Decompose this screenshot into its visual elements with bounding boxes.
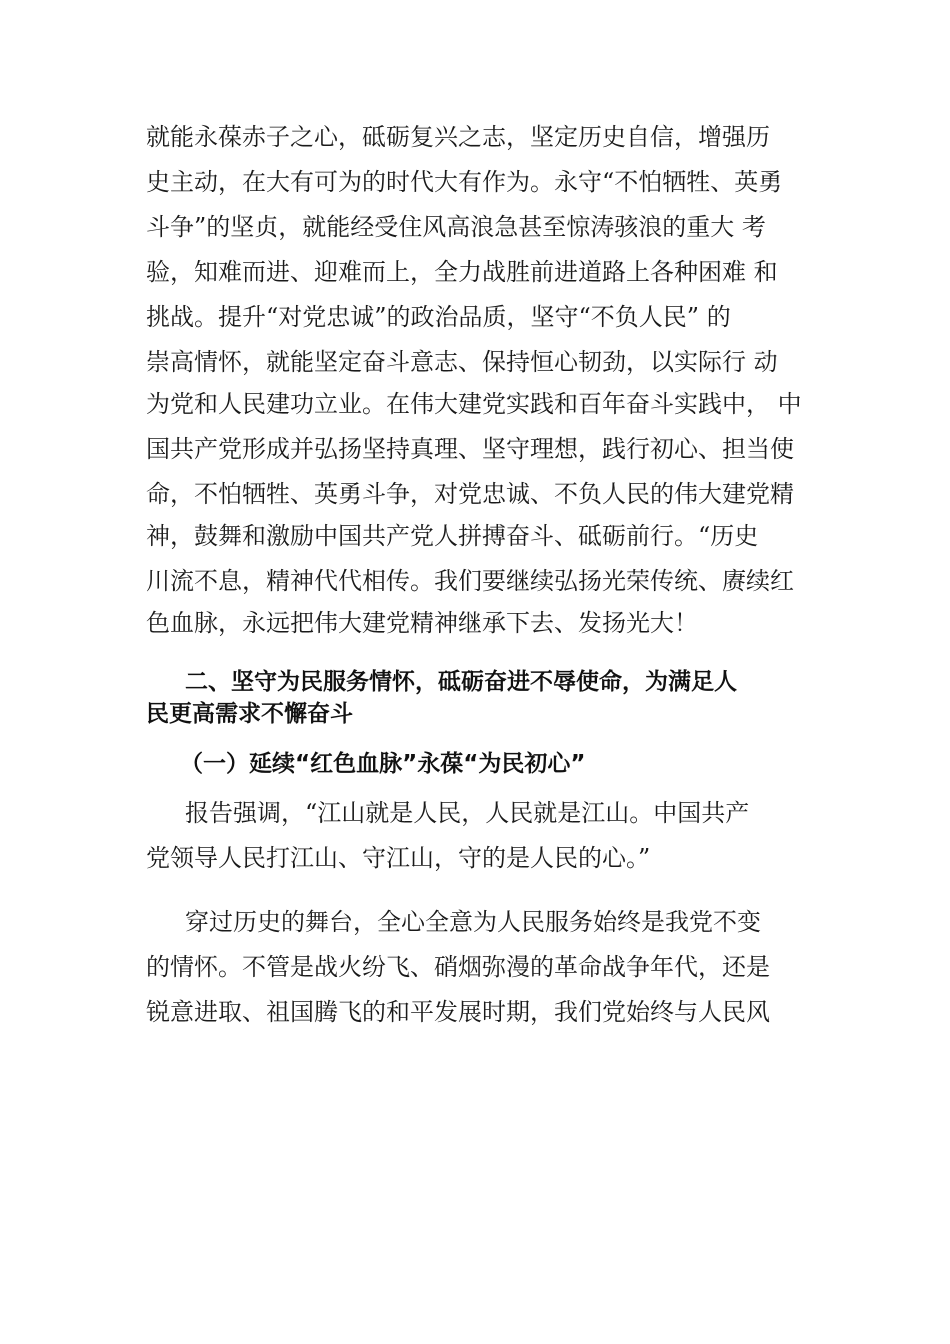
body-line: 史主动，在大有可为的时代大有作为。永守“不怕牺牲、英勇 [146, 168, 783, 196]
body-line: 国共产党形成并弘扬坚持真理、坚守理想，践行初心、担当使 [146, 435, 794, 463]
body-line: 崇高情怀，就能坚定奋斗意志、保持恒心韧劲，以实际行 动 [146, 348, 778, 376]
sub-heading: （一）延续“红色血脉”永葆“为民初心” [180, 751, 586, 777]
body-line: 为党和人民建功立业。在伟大建党实践和百年奋斗实践中， 中 [146, 390, 802, 418]
body-line: 就能永葆赤子之心，砥砺复兴之志，坚定历史自信，增强历 [146, 123, 770, 151]
quote-line-1: 报告强调，“江山就是人民，人民就是江山。中国共产 [185, 799, 750, 827]
body-line: 斗争”的坚贞，就能经受住风高浪急甚至惊涛骇浪的重大 考 [146, 213, 766, 241]
quote-line-2: 党领导人民打江山、守江山，守的是人民的心。” [146, 844, 651, 872]
body-line: 命，不怕牺牲、英勇斗争，对党忠诚、不负人民的伟大建党精 [146, 480, 794, 508]
paragraph-line-1: 穿过历史的舞台，全心全意为人民服务始终是我党不变 [185, 908, 761, 936]
paragraph-line-2: 的情怀。不管是战火纷飞、硝烟弥漫的革命战争年代，还是 [146, 953, 770, 981]
body-line: 川流不息，精神代代相传。我们要继续弘扬光荣传统、赓续红 [146, 567, 794, 595]
section-heading-line-1: 二、坚守为民服务情怀，砥砺奋进不辱使命，为满足人 [185, 669, 737, 695]
body-line: 色血脉，永远把伟大建党精神继承下去、发扬光大！ [146, 609, 698, 637]
body-line: 验，知难而进、迎难而上，全力战胜前进道路上各种困难 和 [146, 258, 778, 286]
body-line: 神，鼓舞和激励中国共产党人拼搏奋斗、砥砺前行。“历史 [146, 522, 759, 550]
body-line: 挑战。提升“对党忠诚”的政治品质，坚守“不负人民” 的 [146, 303, 731, 331]
paragraph-line-3: 锐意进取、祖国腾飞的和平发展时期，我们党始终与人民风 [146, 998, 770, 1026]
section-heading-line-2: 民更高需求不懈奋斗 [146, 701, 353, 727]
